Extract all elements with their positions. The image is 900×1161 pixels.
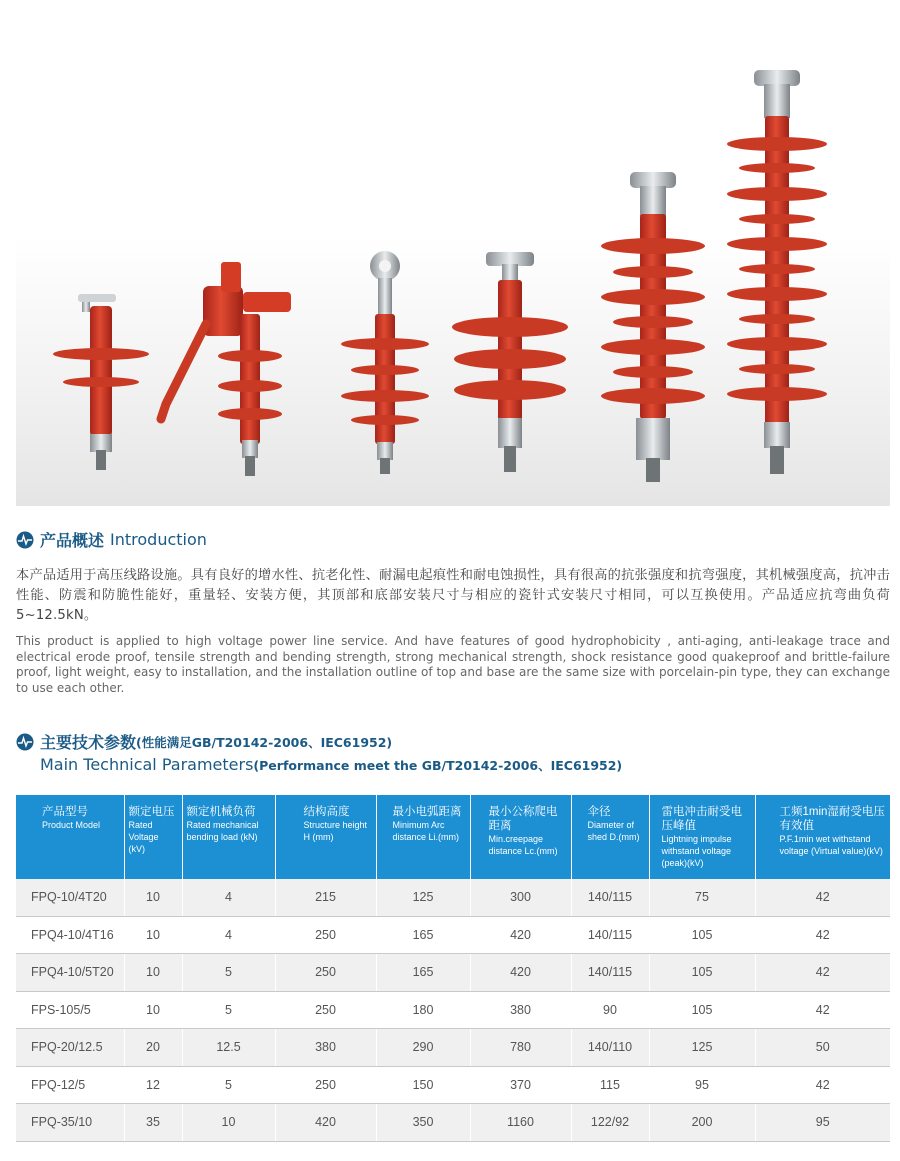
cell: 5 — [182, 1066, 275, 1104]
insulator-4 — [452, 252, 568, 472]
cell: 42 — [755, 991, 890, 1029]
table-row — [16, 1066, 890, 1104]
cell: 10 — [124, 991, 182, 1029]
params-title-cn: 主要技术参数 — [40, 733, 137, 752]
cell: 420 — [275, 1104, 376, 1142]
cell: 12 — [124, 1066, 182, 1104]
header-arc-distance: 最小电弧距离 Minimum Arc distance Li.(mm) — [376, 795, 470, 879]
params-header — [16, 730, 392, 753]
cell: 250 — [275, 1066, 376, 1104]
table-row — [16, 916, 890, 954]
intro-text-cn: 本产品适用于高压线路设施。具有良好的增水性、抗老化性、耐漏电起痕性和耐电蚀损性，具有很高的抗张强度和抗弯强度，其机械强度高，抗冲击性能、防震和防脆性能好，重量轻、安装方便，其顶部和底部安装尺寸与相应的瓷针式安装尺寸相同，可以互换使用。产品适应抗弯曲负荷5~12.5kN。 — [16, 568, 890, 623]
cell: 42 — [755, 879, 890, 916]
cell: 250 — [275, 954, 376, 992]
cell: 10 — [124, 954, 182, 992]
cell: 200 — [649, 1104, 755, 1142]
cell: 780 — [470, 1029, 571, 1067]
cell: 10 — [182, 1104, 275, 1142]
table-row — [16, 1104, 890, 1142]
cell: 370 — [470, 1066, 571, 1104]
cell: 380 — [470, 991, 571, 1029]
cell: 105 — [649, 991, 755, 1029]
pulse-icon — [16, 531, 34, 549]
cell: 42 — [755, 1066, 890, 1104]
table-row — [16, 1029, 890, 1067]
cell: 122/92 — [571, 1104, 649, 1142]
cell: 150 — [376, 1066, 470, 1104]
cell-model: FPQ-35/10 — [16, 1104, 124, 1142]
header-rated-voltage: 额定电压 Rated Voltage (kV) — [124, 795, 182, 879]
cell: 105 — [649, 954, 755, 992]
intro-title-cn: 产品概述 — [40, 531, 105, 550]
cell-model: FPQ4-10/4T16 — [16, 916, 124, 954]
params-title-cn-note: (性能满足GB/T20142-2006、IEC61952) — [136, 734, 393, 750]
cell: 115 — [571, 1066, 649, 1104]
insulator-illustration — [16, 14, 890, 506]
cell: 75 — [649, 879, 755, 916]
spec-table — [16, 795, 890, 1142]
header-pf-wet-withstand: 工频1min湿耐受电压有效值 P.F.1min wet withstand voltage (Virtual value)(kV) — [755, 795, 890, 879]
cell: 20 — [124, 1029, 182, 1067]
header-model: 产品型号 Product Model — [16, 795, 124, 879]
header-shed-diameter: 伞径 Diameter of shed D.(mm) — [571, 795, 649, 879]
table-header-row — [16, 795, 890, 879]
insulator-1 — [53, 294, 149, 470]
cell: 10 — [124, 916, 182, 954]
insulator-2 — [161, 262, 291, 476]
cell: 180 — [376, 991, 470, 1029]
cell: 4 — [182, 916, 275, 954]
cell: 95 — [755, 1104, 890, 1142]
cell: 140/115 — [571, 879, 649, 916]
cell: 105 — [649, 916, 755, 954]
cell: 350 — [376, 1104, 470, 1142]
cell-model: FPS-105/5 — [16, 991, 124, 1029]
cell-model: FPQ4-10/5T20 — [16, 954, 124, 992]
params-title-en-line — [40, 755, 622, 774]
cell: 1160 — [470, 1104, 571, 1142]
cell: 4 — [182, 879, 275, 916]
header-lightning-impulse: 雷电冲击耐受电压峰值 Lightning impulse withstand voltage (peak)(kV) — [649, 795, 755, 879]
cell: 140/115 — [571, 916, 649, 954]
cell: 140/110 — [571, 1029, 649, 1067]
cell: 420 — [470, 916, 571, 954]
cell: 300 — [470, 879, 571, 916]
cell: 95 — [649, 1066, 755, 1104]
cell: 10 — [124, 879, 182, 916]
table-row — [16, 991, 890, 1029]
cell: 250 — [275, 991, 376, 1029]
cell: 165 — [376, 954, 470, 992]
cell: 50 — [755, 1029, 890, 1067]
cell-model: FPQ-12/5 — [16, 1066, 124, 1104]
intro-title-en: Introduction — [110, 530, 207, 549]
cell: 250 — [275, 916, 376, 954]
params-title-en-note: (Performance meet the GB/T20142-2006、IEC61952) — [253, 758, 623, 773]
table-row — [16, 879, 890, 916]
cell: 5 — [182, 991, 275, 1029]
cell-model: FPQ-10/4T20 — [16, 879, 124, 916]
cell: 125 — [649, 1029, 755, 1067]
cell: 290 — [376, 1029, 470, 1067]
pulse-icon — [16, 733, 34, 751]
header-mechanical-load: 额定机械负荷 Rated mechanical bending load (kN) — [182, 795, 275, 879]
cell: 125 — [376, 879, 470, 916]
header-creepage-distance: 最小公称爬电距离 Min.creepage distance Lc.(mm) — [470, 795, 571, 879]
cell: 42 — [755, 954, 890, 992]
insulator-5 — [601, 172, 705, 482]
cell-model: FPQ-20/12.5 — [16, 1029, 124, 1067]
cell: 165 — [376, 916, 470, 954]
intro-text-en: This product is applied to high voltage power line service. And have features of good hydrophobicity , anti-aging, anti-leakage trace and electrical erode proof, tensile strength and bending strength, strong mechanical strength, shock resistance good quakeproof and brittle-failure proof, light weight, easy to installation, and the installation outline of top and base are the same size with porcelain-pin type, they can exchange to use each other. — [16, 634, 890, 695]
cell: 90 — [571, 991, 649, 1029]
intro-header — [16, 528, 207, 551]
header-structure-height: 结构高度 Structure height H (mm) — [275, 795, 376, 879]
table-row — [16, 954, 890, 992]
cell: 380 — [275, 1029, 376, 1067]
cell: 140/115 — [571, 954, 649, 992]
cell: 12.5 — [182, 1029, 275, 1067]
cell: 215 — [275, 879, 376, 916]
insulator-6 — [727, 70, 827, 474]
insulator-3 — [341, 251, 429, 474]
cell: 42 — [755, 916, 890, 954]
product-photo — [16, 14, 890, 506]
params-title-en: Main Technical Parameters — [40, 755, 254, 774]
cell: 420 — [470, 954, 571, 992]
cell: 35 — [124, 1104, 182, 1142]
cell: 5 — [182, 954, 275, 992]
